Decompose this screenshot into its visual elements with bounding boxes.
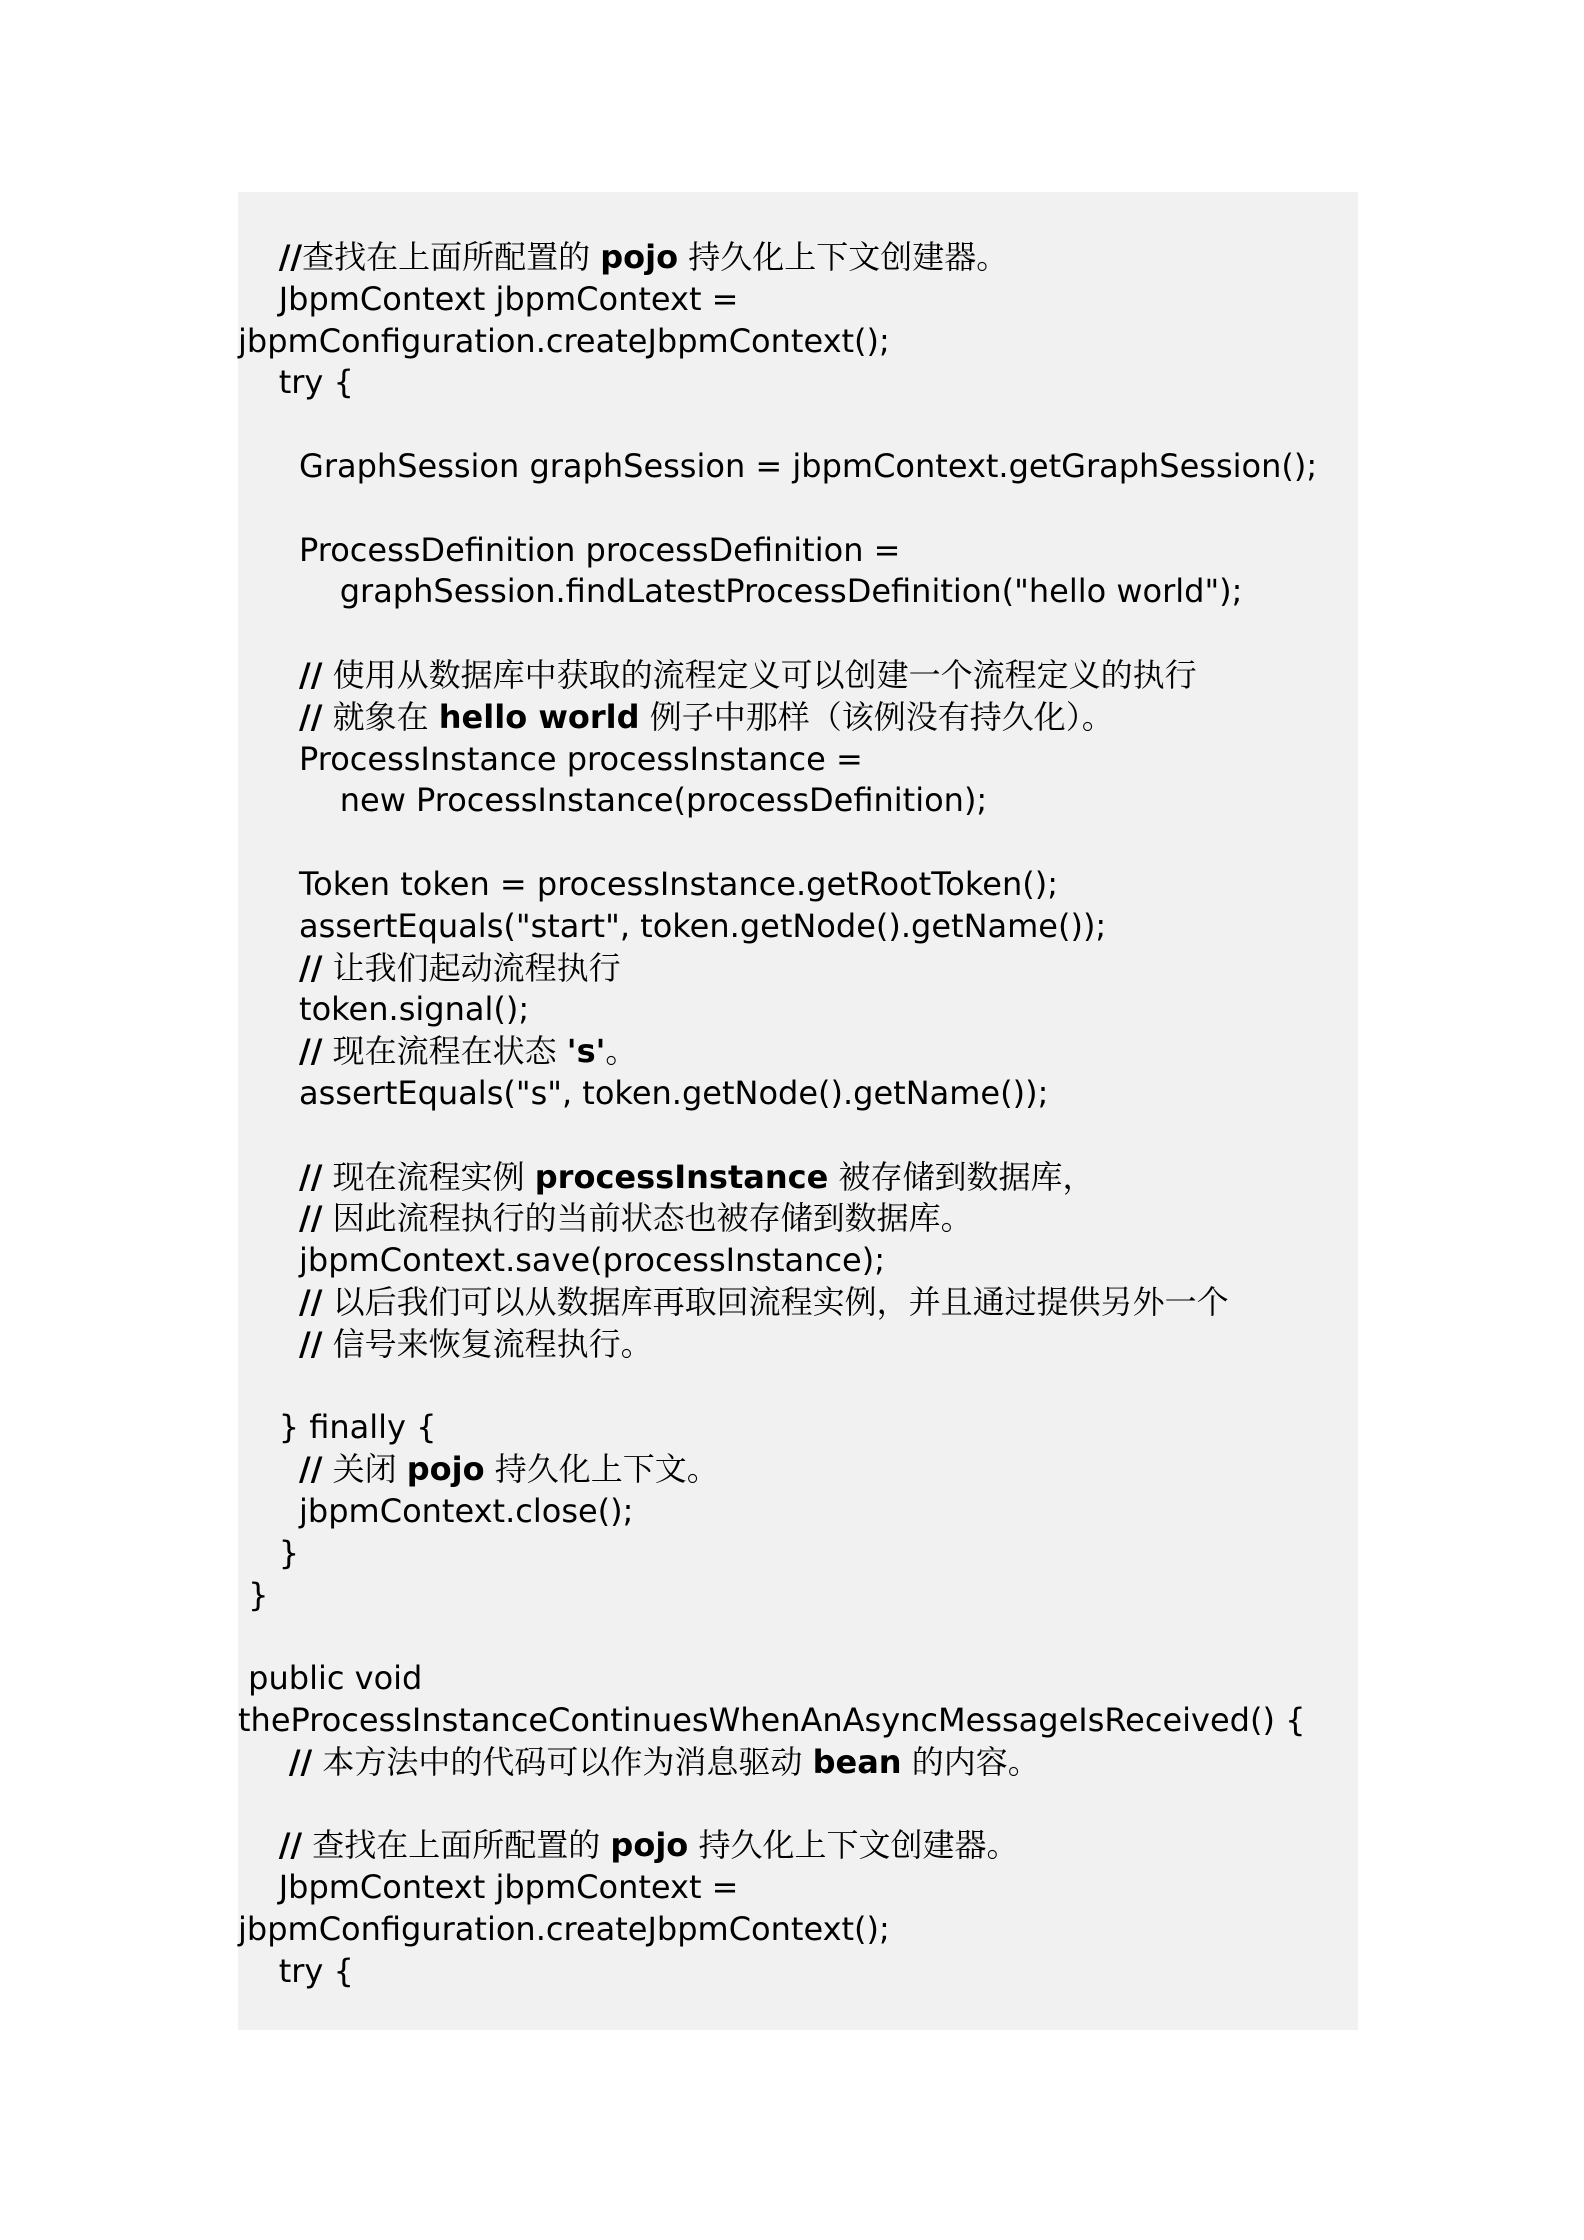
code-text: ProcessInstance processInstance =: [238, 739, 863, 778]
code-text: pojo: [406, 1450, 485, 1489]
code-text: Token token = processInstance.getRootToken();: [238, 865, 1058, 903]
code-line: [238, 1657, 422, 1699]
comment-marker: //: [299, 1324, 323, 1363]
code-text: jbpmConfiguration.createJbpmContext();: [238, 321, 890, 360]
code-text: [238, 1199, 299, 1237]
code-text: jbpmContext.close();: [238, 1492, 634, 1530]
code-line: [238, 1950, 354, 1992]
comment-text: 使用从数据库中获取的流程定义可以创建一个流程定义的执行: [322, 656, 1197, 694]
code-line: [238, 361, 354, 403]
code-line: [238, 905, 1106, 947]
code-text: JbpmContext jbpmContext =: [238, 279, 739, 318]
code-text: theProcessInstanceContinuesWhenAnAsyncMessageIsReceived() {: [238, 1701, 1306, 1739]
code-text: [238, 1743, 289, 1781]
code-line: [238, 988, 529, 1030]
comment-text: 信号来恢复流程执行。: [322, 1324, 653, 1363]
comment-marker: //: [299, 656, 323, 694]
comment-text: 查找在上面所配置的: [302, 238, 601, 276]
code-line: [238, 947, 621, 989]
comment-text: 查找在上面所配置的: [302, 1826, 611, 1865]
code-line: [238, 863, 1058, 905]
code-line: [238, 445, 1317, 487]
comment-text: 持久化上下文创建器。: [678, 238, 1009, 276]
code-text: }: [238, 1575, 269, 1614]
code-text: try {: [238, 363, 354, 402]
code-text: pojo: [600, 238, 679, 276]
comment-marker: //: [299, 1450, 323, 1489]
code-line: [238, 1490, 633, 1532]
code-text: assertEquals("start", token.getNode().getName());: [238, 906, 1107, 945]
comment-text: 本方法中的代码可以作为消息驱动: [312, 1742, 813, 1781]
comment-text: 持久化上下文创建器。: [688, 1826, 1019, 1865]
code-line: [238, 1824, 1018, 1866]
code-text: token.signal();: [238, 990, 530, 1029]
code-text: jbpmContext.save(processInstance);: [238, 1241, 885, 1280]
code-line: [238, 1866, 738, 1908]
code-text: new ProcessInstance(processDefinition);: [238, 781, 988, 820]
code-text: hello world: [438, 697, 640, 736]
comment-marker: //: [278, 238, 303, 276]
code-text: [238, 1450, 299, 1488]
code-line: [238, 1323, 653, 1365]
code-line: [238, 1699, 1305, 1741]
comment-text: 例子中那样（该例没有持久化）。: [639, 697, 1114, 736]
code-text: 's': [566, 1032, 606, 1071]
code-text: jbpmConfiguration.createJbpmContext();: [238, 1910, 890, 1948]
code-line: [238, 1239, 885, 1281]
code-text: [238, 656, 299, 694]
comment-marker: //: [299, 1199, 323, 1238]
code-text: [238, 1032, 299, 1070]
comment-marker: //: [288, 1742, 313, 1781]
code-line: [238, 1197, 973, 1239]
comment-text: 因此流程执行的当前状态也被存储到数据库。: [322, 1199, 973, 1238]
code-text: [238, 1826, 279, 1864]
comment-marker: //: [299, 948, 323, 987]
code-line: [238, 1908, 890, 1950]
code-text: [238, 1158, 299, 1196]
code-text: try {: [238, 1951, 354, 1990]
code-line: [238, 1574, 269, 1616]
code-line: [238, 696, 1114, 738]
code-text: [238, 949, 299, 987]
comment-marker: //: [299, 1157, 323, 1196]
comment-text: 关闭: [322, 1450, 407, 1489]
comment-marker: //: [299, 1032, 323, 1071]
comment-text: 现在流程实例: [322, 1157, 535, 1196]
code-block: [238, 192, 1358, 2030]
comment-text: 让我们起动流程执行: [322, 948, 621, 987]
code-line: [238, 1030, 637, 1072]
comment-text: 的内容。: [901, 1742, 1040, 1781]
code-text: pojo: [610, 1826, 689, 1865]
code-line: [238, 738, 863, 780]
code-text: [238, 238, 279, 276]
comment-text: 以后我们可以从数据库再取回流程实例，并且通过提供另外一个: [322, 1283, 1229, 1321]
comment-marker: //: [299, 697, 323, 736]
comment-text: 就象在: [322, 697, 439, 736]
code-text: JbpmContext jbpmContext =: [238, 1868, 739, 1907]
code-line: [238, 1448, 719, 1490]
code-text: }: [238, 1533, 300, 1572]
code-line: [238, 1406, 437, 1448]
code-text: GraphSession graphSession = jbpmContext.getGraphSession();: [238, 447, 1318, 485]
code-text: assertEquals("s", token.getNode().getName());: [238, 1074, 1049, 1112]
code-line: [238, 1072, 1048, 1114]
code-text: processInstance: [534, 1157, 829, 1196]
comment-text: 。: [605, 1032, 638, 1071]
code-line: [238, 1741, 1040, 1783]
code-text: [238, 1325, 299, 1363]
code-text: bean: [812, 1742, 902, 1781]
code-line: [238, 320, 890, 362]
comment-text: 持久化上下文。: [484, 1450, 719, 1489]
code-line: [238, 654, 1197, 696]
code-text: graphSession.findLatestProcessDefinition("hello world");: [238, 572, 1243, 611]
code-line: [238, 1532, 299, 1574]
comment-marker: //: [299, 1283, 323, 1321]
code-line: [238, 236, 1008, 278]
comment-text: 被存储到数据库，: [828, 1157, 1095, 1196]
code-text: } finally {: [238, 1408, 437, 1447]
code-line: [238, 1281, 1229, 1323]
code-line: [238, 529, 900, 571]
comment-text: 现在流程在状态: [322, 1032, 567, 1071]
comment-marker: //: [278, 1826, 303, 1865]
code-line: [238, 570, 1242, 612]
code-text: public void: [238, 1659, 423, 1698]
code-line: [238, 1156, 1094, 1198]
code-line: [238, 278, 738, 320]
code-text: [238, 1283, 299, 1321]
code-line: [238, 779, 987, 821]
code-text: [238, 698, 299, 736]
code-text: ProcessDefinition processDefinition =: [238, 530, 901, 569]
